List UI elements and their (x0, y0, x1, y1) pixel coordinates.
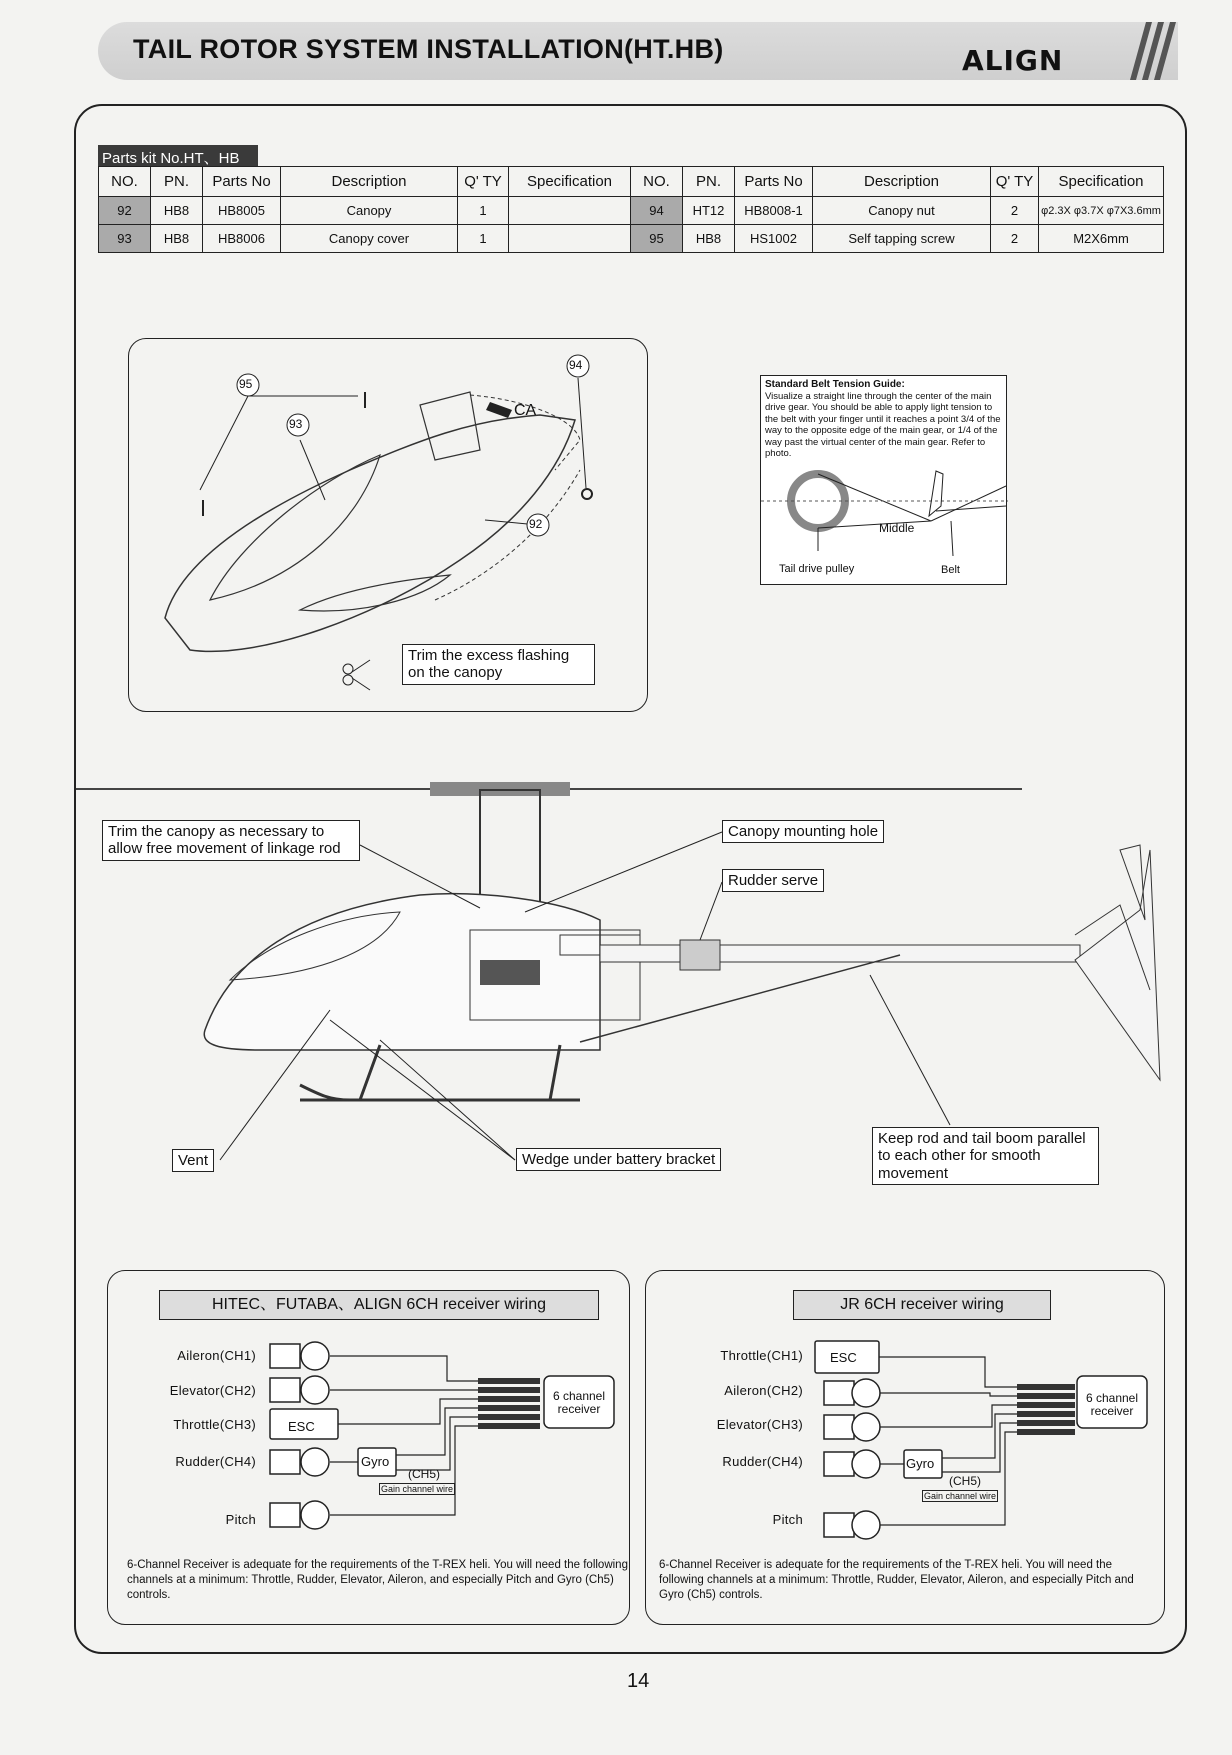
table-cell: HS1002 (735, 225, 813, 253)
table-cell: 1 (458, 197, 509, 225)
table-header: Parts No (735, 167, 813, 197)
gyro-label: Gyro (906, 1456, 935, 1471)
ca-label: CA (514, 402, 537, 419)
rudder-servo-callout: Rudder serve (722, 869, 824, 892)
marker-94: 94 (569, 358, 583, 372)
table-cell: 1 (458, 225, 509, 253)
table-cell: M2X6mm (1039, 225, 1164, 253)
gain-wire-label: Gain channel wire (924, 1491, 997, 1501)
receiver-label: 6 channel receiver (552, 1389, 606, 1417)
ch5-label: (CH5) (949, 1474, 981, 1488)
wiring-right-title: JR 6CH receiver wiring (793, 1290, 1051, 1320)
table-cell: 95 (631, 225, 683, 253)
wiring-left-title: HITEC、FUTABA、ALIGN 6CH receiver wiring (159, 1290, 599, 1320)
table-header: Parts No (203, 167, 281, 197)
trim-canopy-callout: Trim the canopy as necessary to allow free movement of linkage rod (102, 820, 360, 861)
table-header: Description (281, 167, 458, 197)
wiring-right-note: 6-Channel Receiver is adequate for the requirements of the T-REX heli. You will need the following channels at a minimum: Throttle, Rudder, Elevator, Aileron, and especially Pitch and Gyro (Ch5) controls. (659, 1559, 1134, 1601)
table-cell: HB8 (683, 225, 735, 253)
table-cell: HB8006 (203, 225, 281, 253)
wiring-left-note: 6-Channel Receiver is adequate for the requirements of the T-REX heli. You will need the following channels at a minimum: Throttle, Rudder, Elevator, Aileron, and especially Pitch and Gyro (Ch5) controls. (127, 1559, 628, 1601)
table-cell: Self tapping screw (813, 225, 991, 253)
channel-label: Rudder(CH4) (722, 1454, 803, 1469)
table-header: Specification (1039, 167, 1164, 197)
page-title: TAIL ROTOR SYSTEM INSTALLATION(HT.HB) (133, 34, 724, 64)
middle-label: Middle (879, 521, 915, 535)
table-cell: Canopy (281, 197, 458, 225)
channel-label: Pitch (225, 1512, 256, 1527)
guide-text: Visualize a straight line through the center of the main drive gear. You should be able to apply light tension to the belt with your finger until it reaches a point 3/4 of the way to the opposite edge of the main gear, or 1/4 of the way past the virtual center of the main gear. Refer to photo. (765, 391, 1001, 459)
channel-label: Throttle(CH3) (173, 1417, 256, 1432)
wedge-callout: Wedge under battery bracket (516, 1148, 721, 1171)
gyro-label: Gyro (361, 1454, 390, 1469)
table-cell: φ2.3X φ3.7X φ7X3.6mm (1039, 197, 1164, 225)
table-cell: 94 (631, 197, 683, 225)
gain-wire-label: Gain channel wire (381, 1484, 454, 1494)
ch5-label: (CH5) (408, 1467, 440, 1481)
table-header: Q' TY (991, 167, 1039, 197)
table-cell: Canopy nut (813, 197, 991, 225)
table-cell: Canopy cover (281, 225, 458, 253)
channel-label: Elevator(CH2) (169, 1383, 256, 1398)
trim-flashing-note: Trim the excess flashing on the canopy (402, 644, 595, 685)
table-cell: HT12 (683, 197, 735, 225)
esc-label: ESC (830, 1350, 857, 1365)
table-header: Description (813, 167, 991, 197)
table-header: NO. (99, 167, 151, 197)
guide-title: Standard Belt Tension Guide: (765, 379, 905, 390)
channel-label: Throttle(CH1) (720, 1348, 803, 1363)
vent-callout: Vent (172, 1149, 214, 1172)
channel-label: Rudder(CH4) (175, 1454, 256, 1469)
align-logo: ALIGN (962, 44, 1064, 77)
channel-label: Aileron(CH1) (177, 1348, 256, 1363)
pulley-label: Tail drive pulley (779, 563, 855, 575)
table-header: PN. (683, 167, 735, 197)
table-cell: HB8 (151, 197, 203, 225)
table-cell: 93 (99, 225, 151, 253)
parts-kit-label: Parts kit No.HT、HB (98, 145, 258, 167)
table-header: PN. (151, 167, 203, 197)
table-cell: HB8005 (203, 197, 281, 225)
marker-93: 93 (289, 417, 303, 431)
table-cell: HB8008-1 (735, 197, 813, 225)
keep-rod-callout: Keep rod and tail boom parallel to each other for smooth movement (872, 1127, 1099, 1185)
table-cell: 2 (991, 225, 1039, 253)
channel-label: Pitch (772, 1512, 803, 1527)
table-cell: 2 (991, 197, 1039, 225)
marker-92: 92 (529, 517, 543, 531)
channel-label: Aileron(CH2) (724, 1383, 803, 1398)
table-header: Specification (509, 167, 631, 197)
belt-label: Belt (941, 564, 960, 576)
esc-label: ESC (288, 1419, 315, 1434)
marker-95: 95 (239, 377, 253, 391)
table-header: NO. (631, 167, 683, 197)
page-number: 14 (627, 1670, 650, 1692)
table-cell: HB8 (151, 225, 203, 253)
table-cell: 92 (99, 197, 151, 225)
table-header: Q' TY (458, 167, 509, 197)
receiver-label: 6 channel receiver (1085, 1391, 1139, 1419)
canopy-hole-callout: Canopy mounting hole (722, 820, 884, 843)
channel-label: Elevator(CH3) (716, 1417, 803, 1432)
